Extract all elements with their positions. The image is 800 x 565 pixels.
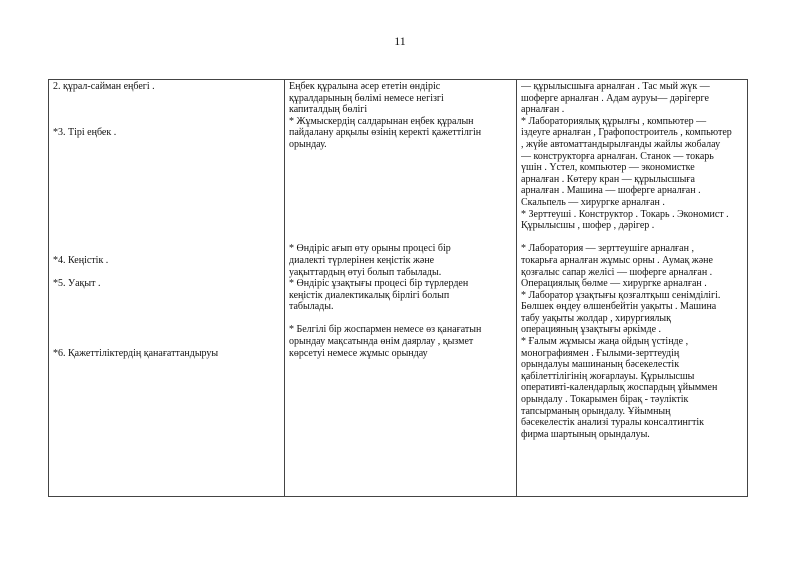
text-line [53, 185, 280, 197]
text-line [53, 301, 280, 313]
text-line [53, 93, 280, 105]
text-line: * Ғалым жұмысы жаңа ойдың үстінде , [521, 336, 689, 348]
text-line [53, 197, 280, 209]
text-line: арналған . [521, 104, 565, 116]
text-line [289, 209, 512, 221]
text-line [53, 209, 280, 221]
text-line: іздеуге арналған , Графопостроитель , компьютер [521, 127, 732, 139]
text-line [53, 116, 280, 128]
text-line [289, 185, 512, 197]
text-line [521, 232, 743, 244]
text-line: құралдарының бөлімі немесе негізгі [289, 92, 444, 104]
text-line: табылады. [289, 301, 334, 313]
column-factors [49, 80, 285, 497]
text-line [53, 290, 280, 302]
text-line: уақыттардың өтуі болып табылады. [289, 266, 442, 278]
text-line [53, 267, 280, 279]
text-line: * Өндіріс ағып өту орыны процесі бір [289, 243, 451, 255]
text-line [289, 174, 512, 186]
document-table [48, 79, 748, 497]
text-line: , жүйе автоматтандырылғанды жайлы жобалау [521, 138, 721, 150]
text-line [53, 220, 280, 232]
table-row [49, 80, 748, 497]
text-line: * Лабораториялық құрылғы , компьютер — [521, 115, 707, 127]
text-line: үшін . Үстел, компьютер — экономистке [521, 162, 695, 174]
text-line [53, 336, 280, 348]
text-line: Құрылысшы , шофер , дәрігер . [521, 220, 655, 232]
text-line [53, 139, 280, 151]
column-definitions [285, 80, 517, 497]
text-line [289, 313, 512, 325]
text-line: *5. Уақыт . [53, 278, 101, 290]
text-line: капиталдың бөлігі [289, 104, 368, 116]
text-line: * Белгілі бір жоспармен немесе өз қанағатын [289, 324, 482, 336]
text-line: *3. Тірі еңбек . [53, 127, 117, 139]
text-line: қозғалыс сапар желісі — шоферге арналған . [521, 266, 713, 278]
text-line [53, 243, 280, 255]
text-line: фирма шартының орындалуы. [521, 428, 650, 440]
text-line: * Жұмыскердің салдарынан еңбек құралын [289, 115, 474, 127]
text-line: орындау. [289, 138, 327, 150]
text-line: 2. құрал-сайман еңбегі . [53, 81, 155, 92]
text-line [53, 232, 280, 244]
text-line: кеңістік диалектикалық бірлігі болып [289, 289, 450, 301]
text-line: * Лаборатор ұзақтығы қозғалтқыш сенімділігі. [521, 289, 721, 301]
text-line [53, 174, 280, 186]
text-line: операцияның ұзақтығы әркімде . [521, 324, 662, 336]
text-line: қабілеттілігінің жоғарлауы. Құрылысшы [521, 370, 695, 382]
text-line [289, 162, 512, 174]
text-line: * Зерттеуші . Конструктор . Токарь . Экономист . [521, 208, 729, 220]
text-line: орындалу . Токарымен бірақ - тәуліктік [521, 394, 689, 406]
text-line: Операциялық бөлме — хирургке арналған . [521, 278, 707, 290]
text-line [289, 151, 512, 163]
text-line: Бөлшек өңдеу өлшенбейтін уақыты . Машина [521, 301, 717, 313]
text-line: монографиямен . Ғылыми-зерттеудің [521, 347, 680, 359]
text-line: арналған . Машина — шоферге арналған . [521, 185, 701, 197]
text-line: орындау мақсатында өнім даярлау , қызмет [289, 336, 474, 348]
text-line: табу уақыты жолдар , хирургиялық [521, 312, 671, 324]
text-line: *4. Кеңістік . [53, 254, 109, 266]
text-line [289, 232, 512, 244]
text-line: *6. Қажеттіліктердің қанағаттандыруы [53, 347, 219, 359]
page-number: 11 [394, 34, 406, 48]
text-line: * Лаборатория — зерттеушіге арналған , [521, 243, 694, 255]
text-line: — құрылысшыға арналған . Тас мый жүк — [521, 81, 710, 92]
text-line: Еңбек құралына әсер ететін өндіріс [289, 81, 441, 92]
text-line [53, 104, 280, 116]
text-line: — конструкторға арналған. Станок — токарь [521, 150, 714, 162]
text-line: орындалуы машинаның бәсекелестік [521, 359, 680, 371]
text-line [289, 220, 512, 232]
text-line: пайдалану арқылы өзінің керекті қажеттілгін [289, 127, 482, 139]
text-line: * Өндіріс ұзақтығы процесі бір түрлерден [289, 278, 469, 290]
text-line: арналған . Көтеру кран — құрылысшыға [521, 173, 695, 185]
text-line: токарьға арналған жұмыс орны . Аумақ және [521, 254, 713, 266]
text-line: тапсырманың орындалу. Ұйымның [521, 405, 671, 417]
text-line [53, 313, 280, 325]
text-line: Скальпель — хирургке арналған . [521, 196, 665, 208]
text-line [289, 197, 512, 209]
text-line: бәсекелестік анализі туралы консалтингтік [521, 417, 705, 429]
column-examples [517, 80, 748, 497]
text-line: шоферге арналған . Адам ауруы— дәрігерге [521, 92, 709, 104]
text-line: диалекті түрлерінен кеңістік және [289, 254, 435, 266]
text-line [53, 151, 280, 163]
text-line [53, 162, 280, 174]
text-line: көрсетуі немесе жұмыс орындау [289, 347, 428, 359]
text-line: оперативті-календарлық жоспардың ұйыммен [521, 382, 718, 394]
text-line [53, 324, 280, 336]
